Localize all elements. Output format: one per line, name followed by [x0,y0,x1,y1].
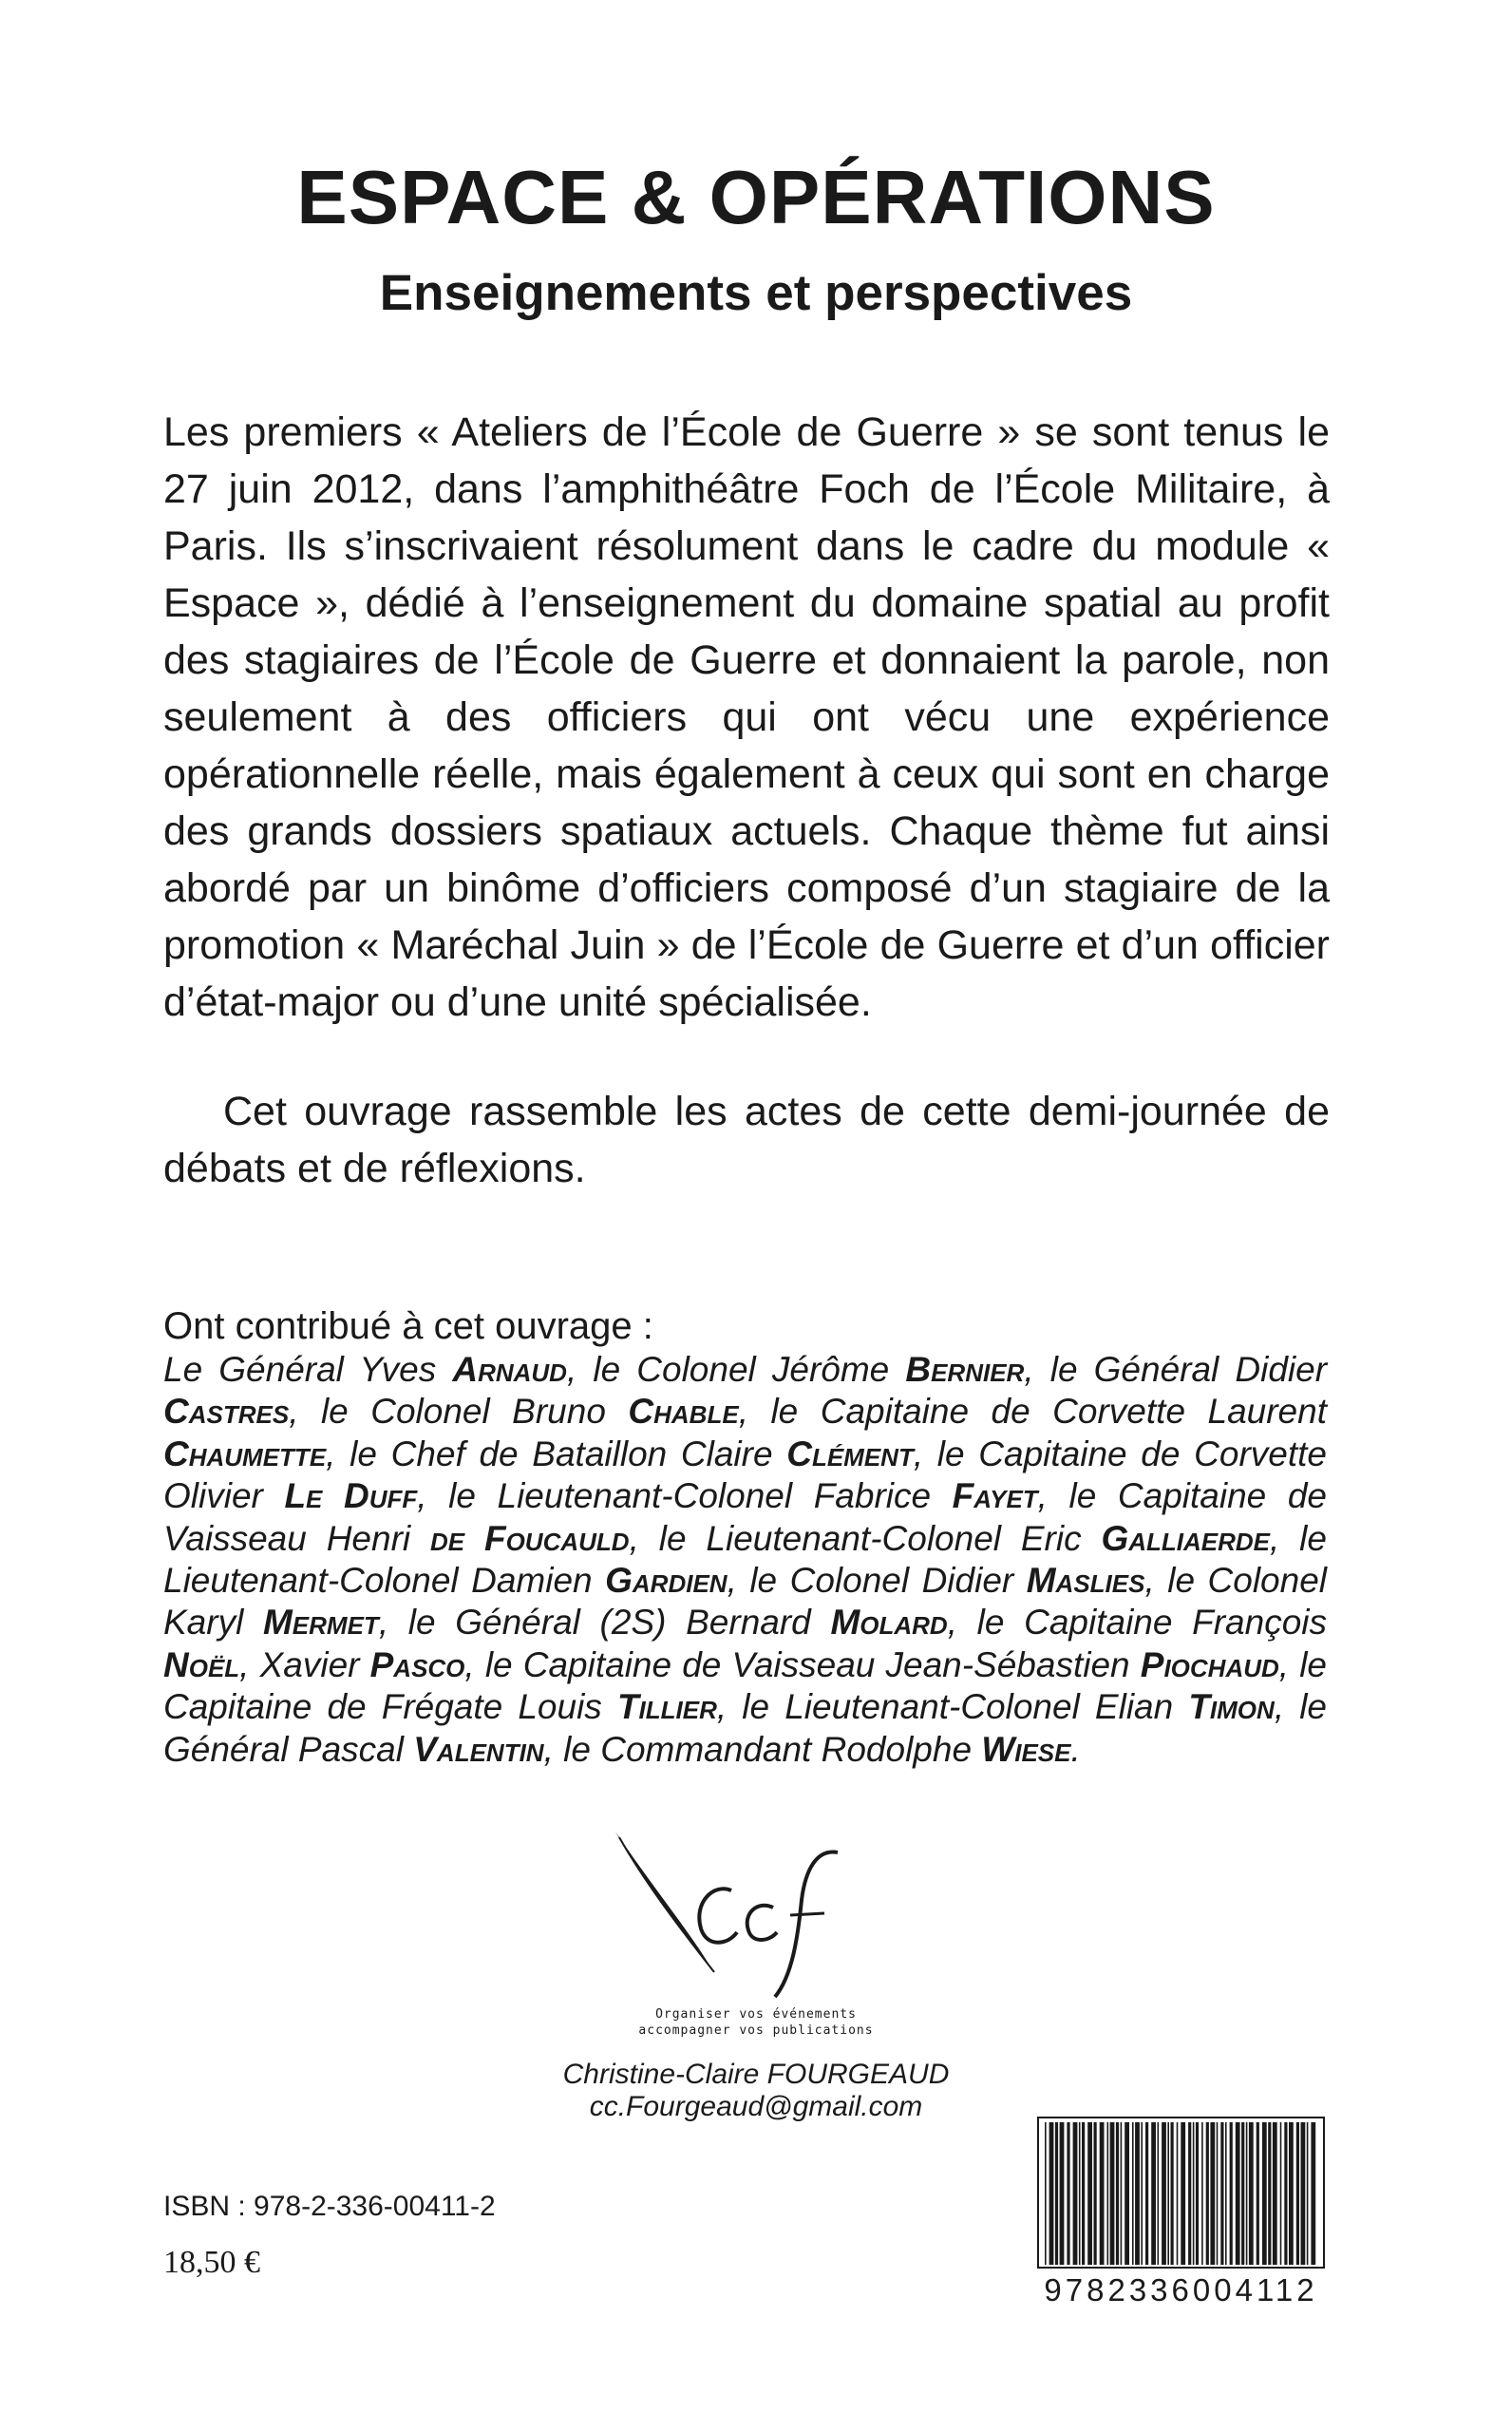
barcode-bar [1151,2122,1156,2265]
barcode-bar [1177,2122,1179,2265]
barcode-bar [1210,2122,1215,2265]
contributor-surname: Bernier [905,1350,1025,1389]
barcode-bar [1289,2122,1294,2265]
barcode-bar [1145,2122,1148,2265]
barcode-bar [1116,2122,1119,2265]
barcode-bar [1141,2122,1143,2265]
barcode-bar [1246,2122,1248,2265]
book-subtitle: Enseignements et perspectives [379,265,1133,321]
barcode-bar [1296,2122,1299,2265]
barcode-bar [1055,2122,1058,2265]
contributors-list: Le Général Yves Arnaud, le Colonel Jérôme Bernier, le Général Didier Castres, le Colonel Bruno Chable, le Capitaine de Corvette Laurent Chaumette, le Chef de Bataillon Claire Clément, le Capitaine de Corvette Olivier Le Duff, le Lieutenant-Colonel Fabrice Fayet, le Capitaine de Vaisseau Henri de Foucauld, le Lieutenant-Colonel Eric Galliaerde, le Lieutenant-Colonel Damien Gardien, le Colonel Didier Maslies, le Colonel Karyl Mermet, le Général (2S) Bernard Molard, le Capitaine François Noël, Xavier Pasco, le Capitaine de Vaisseau Jean-Sébastien Piochaud, le Capitaine de Frégate Louis Tillier, le Lieutenant-Colonel Elian Timon, le Général Pascal Valentin, le Commandant Rodolphe Wiese. [163,1350,1328,1769]
barcode-bar [1201,2122,1203,2265]
summary-paragraph-1: Les premiers « Ateliers de l’École de Guerre » se sont tenus le 27 juin 2012, dans l’amphithéâtre Foch de l’École Militaire, à Paris. Ils s’inscrivaient résolument dans le cadre du module « Espace », dédié à l’enseignement du domaine spatial au profit des stagiaires de l’École de Guerre et donnaient la parole, non seulement à des officiers qui ont vécu une expérience opérationnelle réelle, mais également à ceux qui sont en charge des grands dossiers spatiaux actuels. Chaque thème fut ainsi abordé par un binôme d’officiers composé d’un stagiaire de la promotion « Maréchal Juin » de l’École de Guerre et d’un officier d’état-major ou d’une unité spécialisée. [163,409,1330,1025]
barcode-bar [1073,2122,1078,2265]
barcode-bar [1181,2122,1185,2265]
contributor-surname: Valentin [413,1729,544,1769]
contributor-surname: Pasco [369,1644,465,1684]
barcode-bar [1284,2122,1287,2265]
contributor-surname: de Foucauld [430,1518,630,1558]
barcode-bar [1107,2122,1109,2265]
price-label: 18,50 € [163,2245,260,2280]
barcode-bar [1241,2122,1244,2265]
barcode-bar [1311,2122,1315,2265]
contributor-surname: Maslies [1026,1561,1145,1601]
barcode-bar [1193,2122,1195,2265]
barcode-bar [1225,2122,1227,2265]
contributor-surname: Wiese [981,1729,1071,1769]
contributor-surname: Gardien [605,1561,728,1601]
barcode-bar [1067,2122,1069,2265]
contributor-surname: Fayet [952,1476,1038,1516]
barcode-bar [1158,2122,1160,2265]
barcode [1037,2117,1325,2269]
barcode-bar [1167,2122,1169,2265]
barcode-bar [1262,2122,1267,2265]
barcode-bar [1162,2122,1166,2265]
barcode-bar [1079,2122,1081,2265]
contributor-surname: Chable [628,1392,739,1432]
barcode-bar [1257,2122,1259,2265]
publisher-email: cc.Fourgeaud@gmail.com [589,2091,923,2122]
contributor-surname: Timon [1188,1687,1275,1727]
book-title: ESPACE & OPÉRATIONS [296,155,1216,239]
barcode-bar [1301,2122,1306,2265]
barcode-bar [1220,2122,1223,2265]
quill-icon [615,1832,710,1966]
contributors-heading: Ont contribué à cet ouvrage : [163,1305,653,1347]
barcode-bar [1307,2122,1309,2265]
contributor-surname: Clément [786,1434,914,1473]
contributor-surname: Tillier [616,1687,717,1727]
publisher-logo [589,1824,883,2004]
contributor-surname: Le Duff [284,1476,418,1516]
barcode-bar [1230,2122,1233,2265]
barcode-bar [1060,2122,1065,2265]
contributor-surname: Piochaud [1140,1644,1279,1684]
barcode-bar [1049,2122,1054,2265]
contributor-surname: Castres [163,1392,290,1432]
barcode-bar [1132,2122,1134,2265]
contributor-surname: Arnaud [452,1350,567,1389]
barcode-bar [1249,2122,1254,2265]
barcode-bar [1045,2122,1047,2265]
barcode-bar [1273,2122,1277,2265]
barcode-bar [1196,2122,1199,2265]
barcode-bar [1206,2122,1209,2265]
barcode-bar [1094,2122,1097,2265]
isbn-label: ISBN : 978-2-336-00411-2 [163,2191,496,2222]
contributor-surname: Molard [830,1603,948,1643]
barcode-bar [1087,2122,1092,2265]
publisher-tagline-2: accompagner vos publications [638,2023,874,2038]
barcode-bar [1110,2122,1115,2265]
publisher-name: Christine-Claire FOURGEAUD [562,2059,950,2090]
barcode-bar [1268,2122,1271,2265]
barcode-bar [1135,2122,1140,2265]
barcode-bar [1217,2122,1219,2265]
barcode-bar [1100,2122,1105,2265]
barcode-bar [1082,2122,1085,2265]
barcode-bar [1171,2122,1174,2265]
barcode-bar [1280,2122,1282,2265]
barcode-bar [1121,2122,1123,2265]
barcode-bar [1125,2122,1129,2265]
summary-paragraph-2: Cet ouvrage rassemble les actes de cette demi-journée de débats et de réflexions. [163,1089,1330,1191]
barcode-bar [1236,2122,1240,2265]
barcode-digits: 9782336004112 [1044,2272,1318,2308]
contributor-surname: Chaumette [163,1434,327,1473]
barcode-bar [1188,2122,1191,2265]
publisher-tagline-1: Organiser vos événements [655,2007,857,2022]
contributor-surname: Noël [163,1644,240,1684]
contributor-surname: Mermet [262,1603,379,1643]
contributor-surname: Galliaerde [1101,1518,1271,1558]
